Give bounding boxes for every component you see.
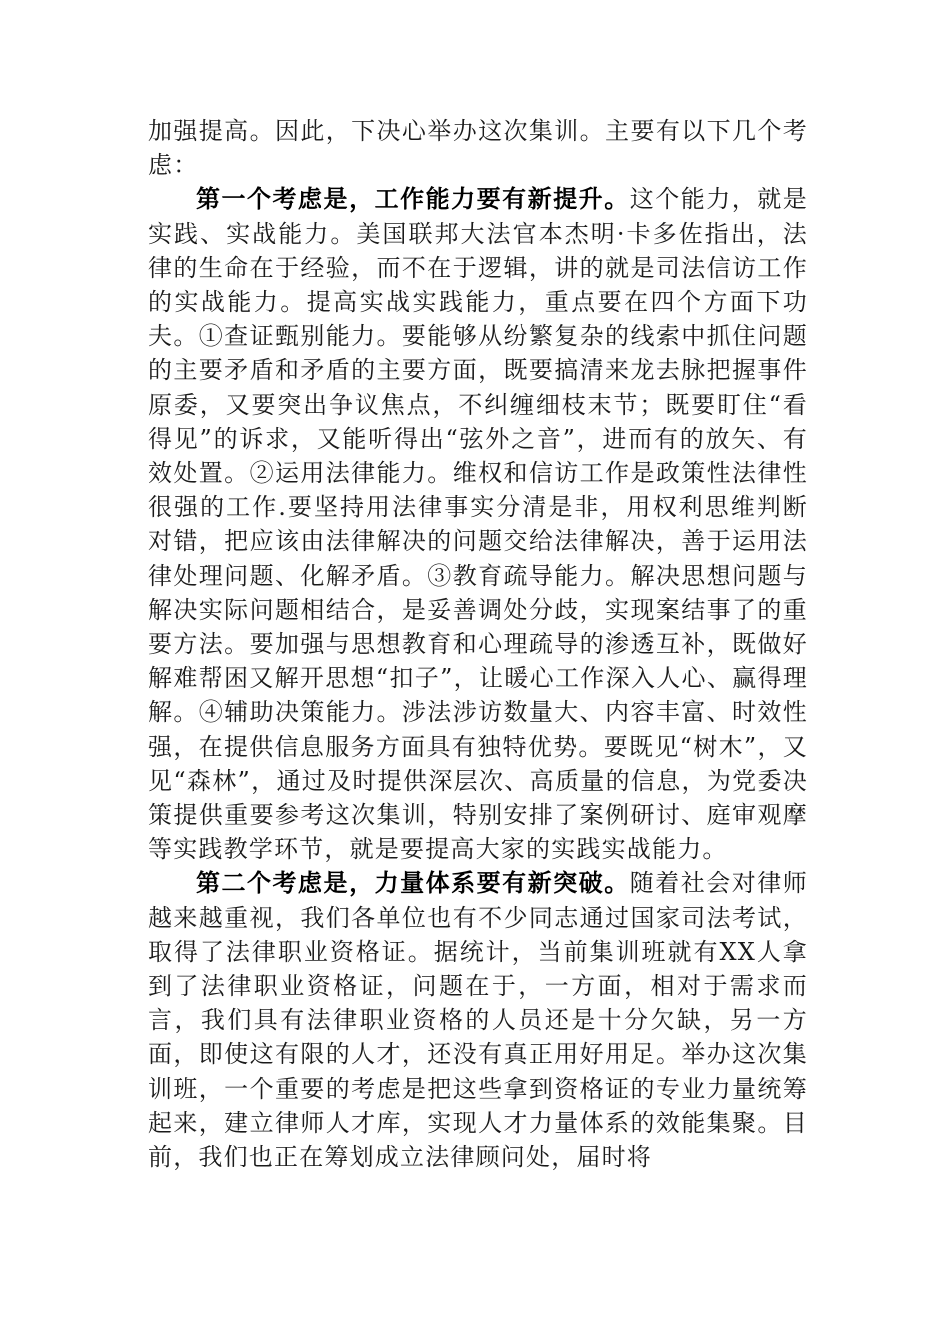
document-body [148, 114, 808, 1174]
paragraph-heading: 第一个考虑是，工作能力要有新提升。 [196, 184, 630, 214]
paragraph-text: 加强提高。因此，下决心举办这次集训。主要有以下几个考虑： [148, 117, 808, 180]
paragraph-text: 这个能力，就是实践、实战能力。美国联邦大法官本杰明·卡多佐指出，法律的生命在于经验，而不在于逻辑，讲的就是司法信访工作的实战能力。提高实战实践能力，重点要在四个方面下功夫。①查证甄别能力。要能够从纷繁复杂的线索中抓住问题的主要矛盾和矛盾的主要方面，既要搞清来龙去脉把握事件原委，又要突出争议焦点，不纠缠细枝末节；既要盯住“看得见”的诉求，又能听得出“弦外之音”，进而有的放矢、有效处置。②运用法律能力。维权和信访工作是政策性法律性很强的工作.要坚持用法律事实分清是非，用权利思维判断对错，把应该由法律解决的问题交给法律解决，善于运用法律处理问题、化解矛盾。③教育疏导能力。解决思想问题与解决实际问题相结合，是妥善调处分歧，实现案结事了的重要方法。要加强与思想教育和心理疏导的渗透互补，既做好解难帮困又解开思想“扣子”，让暖心工作深入人心、赢得理解。④辅助决策能力。涉法涉访数量大、内容丰富、时效性强，在提供信息服务方面具有独特优势。要既见“树木”，又见“森林”，通过及时提供深层次、高质量的信息，为党委决策提供重要参考这次集训，特别安排了案例研讨、庭审观摩等实践教学环节，就是要提高大家的实践实战能力。 [148, 185, 808, 864]
paragraph-text: 随着社会对律师越来越重视，我们各单位也有不少同志通过国家司法考试，取得了法律职业资格证。据统计，当前集训班就有XX人拿到了法律职业资格证，问题在于，一方面，相对于需求而言，我们具有法律职业资格的人员还是十分欠缺，另一方面，即使这有限的人才，还没有真正用好用足。举办这次集训班，一个重要的考虑是把这些拿到资格证的专业力量统筹起来，建立律师人才库，实现人才力量体系的效能集聚。目前，我们也正在筹划成立法律顾问处，届时将 [148, 869, 808, 1172]
paragraph-heading: 第二个考虑是，力量体系要有新突破。 [196, 868, 630, 898]
paragraph-first-consideration [148, 182, 808, 866]
paragraph-second-consideration [148, 866, 808, 1174]
paragraph-intro [148, 114, 808, 182]
